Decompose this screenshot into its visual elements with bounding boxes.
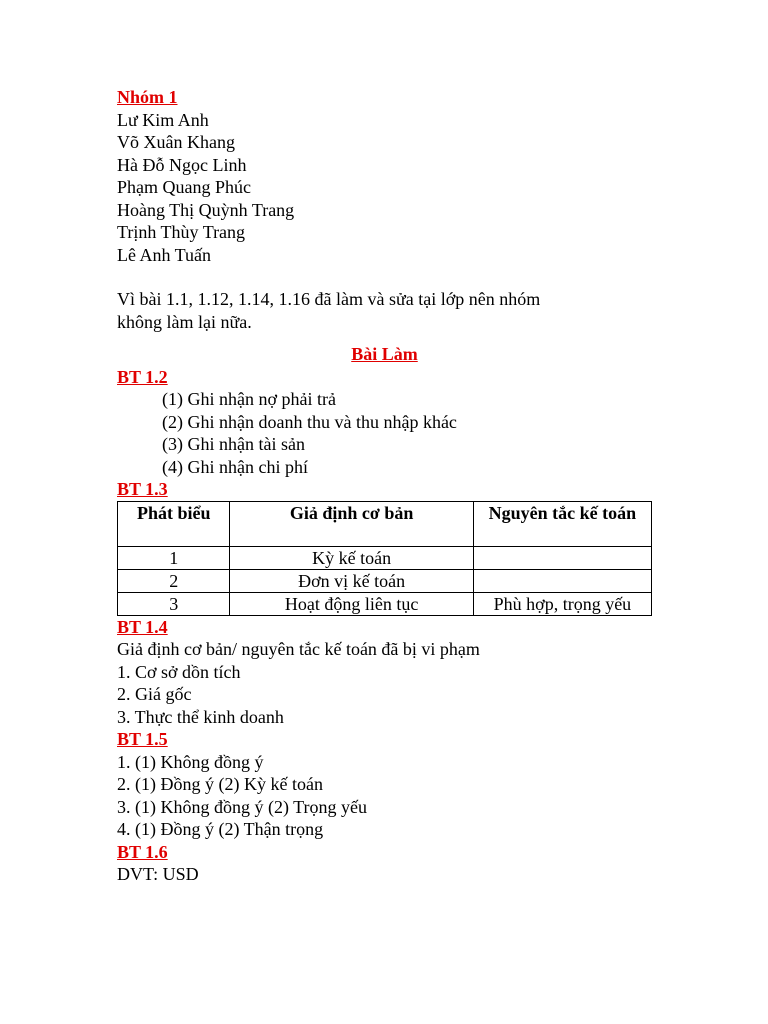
table-cell: Kỳ kế toán [230,546,473,569]
list-item: 4. (1) Đồng ý (2) Thận trọng [117,819,324,839]
list-item: 3. (1) Không đồng ý (2) Trọng yếu [117,796,367,817]
list-item: (3) Ghi nhận tài sản [162,434,305,454]
principles-table [117,501,652,616]
unit-label: DVT: USD [117,864,199,884]
list-item: 1. Cơ sở dồn tích [117,661,241,682]
exercise-heading-1-5: BT 1.5 [117,729,168,749]
member-name: Phạm Quang Phúc [117,177,251,197]
list-item: 1. (1) Không đồng ý [117,751,264,772]
table-cell: 2 [118,569,230,592]
list-item: (1) Ghi nhận nợ phải trả [162,389,336,409]
list-item: 2. Giá gốc [117,684,192,704]
exercise-heading-1-6: BT 1.6 [117,841,168,862]
table-header-cell: Phát biểu [118,501,230,546]
exercise-heading-1-3: BT 1.3 [117,479,168,499]
member-name: Hoàng Thị Quỳnh Trang [117,199,295,220]
table-cell: Hoạt động liên tục [230,592,473,615]
section-title: Bài Làm [351,344,418,364]
note-line: không làm lại nữa. [117,311,252,332]
table-header-row [118,501,652,546]
member-name: Hà Đỗ Ngọc Linh [117,154,247,175]
table-header-cell: Giả định cơ bản [230,501,473,546]
table-row [118,546,652,569]
table-header-cell: Nguyên tắc kế toán [473,501,651,546]
exercise-heading-1-2: BT 1.2 [117,366,168,387]
table-cell: Phù hợp, trọng yếu [473,592,651,615]
table-cell: 1 [118,546,230,569]
table-cell [473,569,651,592]
table-cell [473,546,651,569]
member-name: Trịnh Thùy Trang [117,222,246,242]
table-row [118,592,652,615]
member-list [117,109,677,267]
table-cell: 3 [118,592,230,615]
list-item: 3. Thực thể kinh doanh [117,706,284,727]
table-row [118,569,652,592]
note-line: Vì bài 1.1, 1.12, 1.14, 1.16 đã làm và sửa tại lớp nên nhóm [117,289,541,309]
member-name: Lê Anh Tuấn [117,244,212,265]
member-name: Lư Kim Anh [117,109,209,130]
list-item: (2) Ghi nhận doanh thu và thu nhập khác [162,411,457,432]
table-cell: Đơn vị kế toán [230,569,473,592]
note-paragraph [117,288,677,333]
exercise-intro: Giả định cơ bản/ nguyên tắc kế toán đã bị vi phạm [117,639,480,659]
exercise-heading-1-4: BT 1.4 [117,616,168,637]
list-item: (4) Ghi nhận chi phí [162,456,308,477]
member-name: Võ Xuân Khang [117,132,235,152]
group-title: Nhóm 1 [117,87,178,107]
list-item: 2. (1) Đồng ý (2) Kỳ kế toán [117,774,323,794]
document-page [117,86,677,886]
